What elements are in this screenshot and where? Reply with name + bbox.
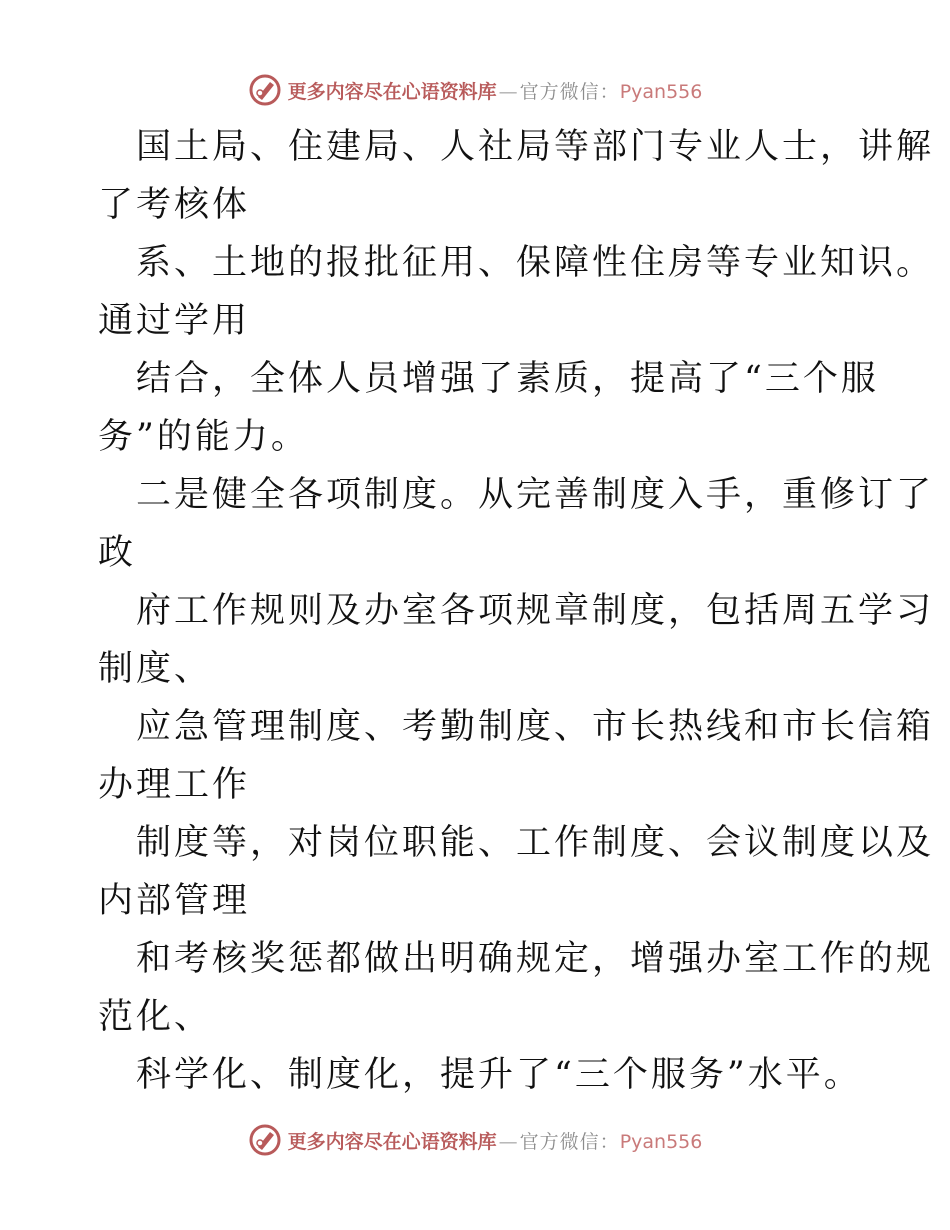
text-line: 制度、 bbox=[98, 649, 213, 689]
text-line: 系、土地的报批征用、保障性住房等专业知识。 bbox=[136, 243, 935, 283]
watermark-text bbox=[288, 77, 703, 104]
text-line: 制度等，对岗位职能、工作制度、会议制度以及 bbox=[136, 823, 935, 863]
watermark-brand: 更多内容尽在心语资料库 bbox=[287, 1130, 497, 1153]
watermark-separator: — bbox=[498, 1130, 518, 1153]
watermark-id: Pyan556 bbox=[619, 80, 703, 103]
watermark-id: Pyan556 bbox=[619, 1130, 703, 1153]
watermark-label: 官方微信： bbox=[519, 80, 620, 103]
logo-icon bbox=[248, 73, 282, 107]
text-line: 和考核奖惩都做出明确规定，增强办室工作的规 bbox=[136, 939, 935, 979]
text-line: 通过学用 bbox=[98, 301, 251, 341]
text-line: 科学化、制度化，提升了“三个服务”水平。 bbox=[136, 1055, 862, 1095]
text-line: 办理工作 bbox=[98, 765, 251, 805]
text-line: 国土局、住建局、人社局等部门专业人士，讲解 bbox=[136, 127, 935, 167]
text-line: 务”的能力。 bbox=[98, 417, 309, 457]
text-line: 了考核体 bbox=[98, 185, 251, 225]
text-line: 范化、 bbox=[98, 997, 213, 1037]
header-watermark bbox=[0, 70, 950, 110]
logo-icon bbox=[248, 1123, 282, 1157]
watermark-label: 官方微信： bbox=[519, 1130, 620, 1153]
text-line: 二是健全各项制度。从完善制度入手，重修订了 bbox=[136, 475, 935, 515]
footer-watermark bbox=[0, 1120, 950, 1160]
document-body bbox=[98, 118, 935, 1104]
text-line: 结合，全体人员增强了素质，提高了“三个服 bbox=[136, 359, 879, 399]
text-line: 应急管理制度、考勤制度、市长热线和市长信箱 bbox=[136, 707, 935, 747]
watermark-text bbox=[288, 1127, 703, 1154]
text-line: 府工作规则及办室各项规章制度，包括周五学习 bbox=[136, 591, 935, 631]
watermark-separator: — bbox=[498, 80, 518, 103]
text-line: 政 bbox=[98, 533, 137, 573]
watermark-brand: 更多内容尽在心语资料库 bbox=[287, 80, 497, 103]
text-line: 内部管理 bbox=[98, 881, 251, 921]
